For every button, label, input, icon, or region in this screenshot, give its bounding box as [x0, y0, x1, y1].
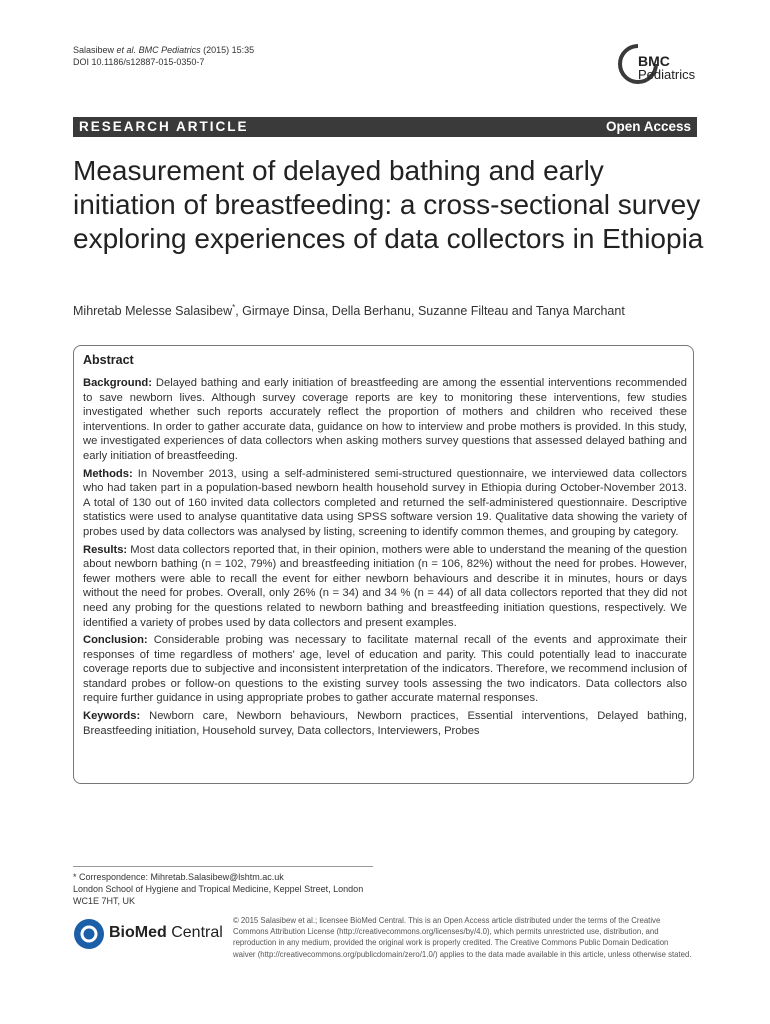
abstract-background	[83, 376, 687, 464]
doi: DOI 10.1186/s12887-015-0350-7	[73, 57, 205, 67]
citation-journal: BMC Pediatrics	[138, 45, 201, 55]
wordmark-light: Central	[166, 924, 223, 941]
correspondence-email[interactable]: * Correspondence: Mihretab.Salasibew@lshtm.ac.uk	[73, 872, 284, 882]
citation-authors: Salasibew	[73, 45, 115, 55]
section-label: Methods:	[83, 467, 133, 480]
biomed-central-logo	[73, 918, 223, 952]
citation-year-pages: (2015) 15:35	[203, 45, 255, 55]
section-text: Newborn care, Newborn behaviours, Newborn practices, Essential interventions, Delayed bathing, Breastfeeding initiation, Household survey, Data collectors, Interviewers, Probes	[83, 710, 687, 737]
abstract-methods	[83, 467, 687, 540]
logo-line2: Pediatrics	[638, 67, 696, 82]
correspondence-address-1: London School of Hygiene and Tropical Medicine, Keppel Street, London	[73, 884, 364, 894]
section-text: In November 2013, using a self-administered semi-structured questionnaire, we interviewed data collectors who had taken part in a population-based newborn health household survey in Ethiopia during October-November 2013. A total of 130 out of 160 invited data collectors completed and returned the self-administered questionnaire. Descriptive statistics were used to analyse quantitative data using SPSS software version 19. Qualitative data showing the variety of probes used by data collectors was analysed by listing, screening to identify common themes, and grouping by category.	[83, 467, 687, 538]
logo-line1: BMC	[638, 53, 670, 69]
author-list	[73, 300, 713, 319]
section-text: Considerable probing was necessary to facilitate maternal recall of the events and approximate their responses of time regardless of mothers' age, level of education and parity. This could potentially lead to inaccurate coverage reports due to subjective and inconsistent interpretation of the indicators. Therefore, we recommend inclusion of standard probes or follow-on questions to the existing survey tools assessing the two indicators. Data collectors also require further guidance in using appropriate probes to gather accurate maternal responses.	[83, 634, 687, 705]
article-type: RESEARCH ARTICLE	[79, 119, 249, 134]
abstract-conclusion	[83, 633, 687, 706]
correspondence-address-2: WC1E 7HT, UK	[73, 896, 136, 906]
biomed-central-wordmark	[109, 924, 223, 942]
biomed-central-circle-icon	[73, 918, 105, 950]
open-access-label: Open Access	[605, 119, 691, 134]
article-title: Measurement of delayed bathing and early initiation of breastfeeding: a cross-sectional survey exploring experiences of data collectors in Ethiopia	[73, 155, 704, 254]
citation-etal: et al.	[116, 45, 137, 55]
abstract-content	[83, 352, 687, 741]
abstract-results	[83, 543, 687, 631]
abstract-box	[73, 345, 694, 784]
correspondence-block	[73, 871, 393, 907]
bmc-pediatrics-logo	[614, 44, 714, 96]
footnote-rule	[73, 866, 373, 867]
section-label: Background:	[83, 377, 152, 389]
section-text: Most data collectors reported that, in their opinion, mothers were able to understand the meaning of the question about newborn bathing (n = 102, 79%) and breastfeeding initiation (n = 106, 82%) without the need for probes. However, fewer mothers were able to recall the event for either newborn behaviours and describe it in minutes, hours or days without the need for probes. Overall, only 26% (n = 34) and 34 % (n = 44) of all data collectors reported that they did not need any probing for the questions related to newborn bathing and breastfeeding initiation questions, respectively. We identified a variety of probes used by data collectors and present examples.	[83, 543, 687, 629]
wordmark-bold: BioMed	[109, 924, 167, 941]
citation-line	[73, 44, 254, 56]
section-label: Keywords:	[83, 710, 141, 723]
abstract-keywords	[83, 709, 687, 738]
author-rest: , Girmaye Dinsa, Della Berhanu, Suzanne Filteau and Tanya Marchant	[235, 304, 625, 319]
logo-text	[638, 54, 695, 82]
abstract-heading: Abstract	[83, 353, 134, 367]
section-label: Results:	[83, 543, 128, 556]
corresponding-mark: *	[232, 303, 236, 312]
article-banner	[73, 117, 697, 137]
section-label: Conclusion:	[83, 634, 148, 647]
section-text: Delayed bathing and early initiation of breastfeeding are among the essential interventions recommended to save newborn lives. Although survey coverage reports are key to monitoring these interventions, few studies investigated whether such reports accurately reflect the proportion of mothers and children who received these interventions. In order to gather accurate data, guidance on how to interview and probe mothers is provided. In this study, we investigated experiences of data collectors when asking mothers survey questions that assessed delayed bathing and early initiation of breastfeeding.	[83, 377, 687, 462]
license-text: © 2015 Salasibew et al.; licensee BioMed Central. This is an Open Access article distributed under the terms of the Creative Commons Attribution License (http://creativecommons.org/licenses/by/4.0), which permits unrestricted use, distribution, and reproduction in any medium, provided the original work is properly credited. The Creative Commons Public Domain Dedication waiver (http://creativecommons.org/publicdomain/zero/1.0/) applies to the data made available in this article, unless otherwise stated.	[233, 916, 692, 959]
author-first[interactable]: Mihretab Melesse Salasibew	[73, 304, 233, 319]
